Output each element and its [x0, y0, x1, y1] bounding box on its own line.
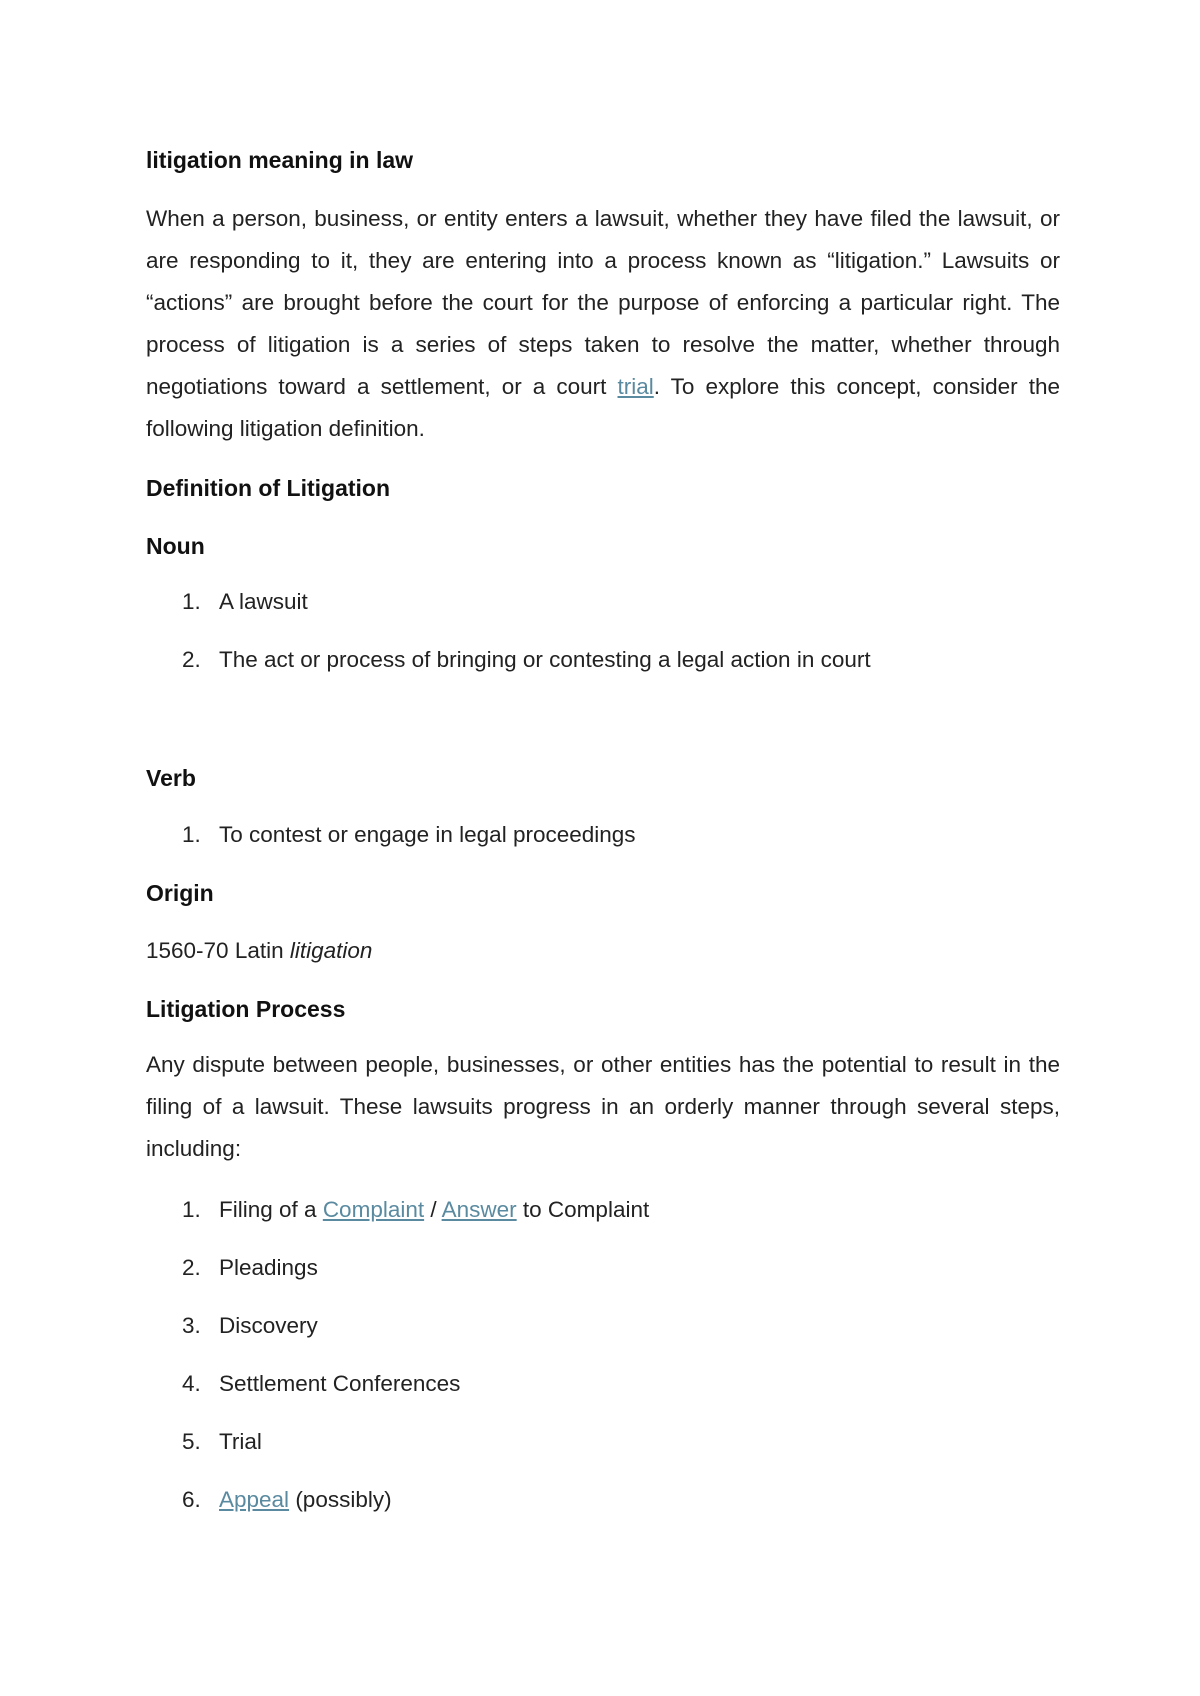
list-text: Discovery — [219, 1313, 318, 1338]
list-text: Trial — [219, 1429, 262, 1454]
list-text: Settlement Conferences — [219, 1371, 461, 1396]
list-number: 2. — [182, 647, 201, 672]
verb-heading: Verb — [146, 765, 196, 791]
origin-heading: Origin — [146, 880, 214, 906]
list-text: To contest or engage in legal proceedings — [219, 822, 636, 847]
noun-heading: Noun — [146, 533, 205, 559]
list-text — [219, 1486, 392, 1514]
intro-text-after: . To explore this concept, consider the following litigation definition. — [146, 374, 1060, 441]
list-number: 5. — [182, 1429, 201, 1454]
step-prefix: Filing of a — [219, 1197, 323, 1222]
document-title: litigation meaning in law — [146, 147, 414, 173]
list-number: 1. — [182, 822, 201, 847]
origin-text — [146, 937, 372, 965]
list-number: 2. — [182, 1255, 201, 1280]
trial-link[interactable]: trial — [617, 374, 654, 399]
step-separator: / — [424, 1197, 442, 1222]
answer-link[interactable]: Answer — [441, 1197, 517, 1222]
step-suffix: (possibly) — [289, 1487, 392, 1512]
origin-word: litigation — [289, 938, 373, 963]
list-number: 1. — [182, 1197, 201, 1222]
process-paragraph: Any dispute between people, businesses, or other entities has the potential to result in the filing of a lawsuit. These lawsuits progress in an orderly manner through several steps, including: — [146, 1052, 1060, 1161]
list-number: 6. — [182, 1487, 201, 1512]
appeal-link[interactable]: Appeal — [219, 1487, 290, 1512]
complaint-link[interactable]: Complaint — [322, 1197, 425, 1222]
list-text: The act or process of bringing or contesting a legal action in court — [219, 647, 871, 672]
list-text: Pleadings — [219, 1255, 318, 1280]
list-text — [219, 1196, 649, 1224]
definition-heading: Definition of Litigation — [146, 475, 391, 501]
intro-text-before: When a person, business, or entity enters a lawsuit, whether they have filed the lawsuit, or are responding to it, they are entering into a process known as “litigation.” Lawsuits or “actions” are brought before the court for the purpose of enforcing a particular right. The process of litigation is a series of steps taken to resolve the matter, whether through negotiations toward a settlement, or a court — [146, 206, 1060, 399]
list-number: 4. — [182, 1371, 201, 1396]
process-heading: Litigation Process — [146, 996, 346, 1022]
list-text: A lawsuit — [219, 589, 308, 614]
list-number: 1. — [182, 589, 201, 614]
intro-paragraph — [146, 198, 1060, 450]
step-suffix: to Complaint — [516, 1197, 650, 1222]
list-number: 3. — [182, 1313, 201, 1338]
origin-date: 1560-70 Latin — [146, 938, 290, 963]
